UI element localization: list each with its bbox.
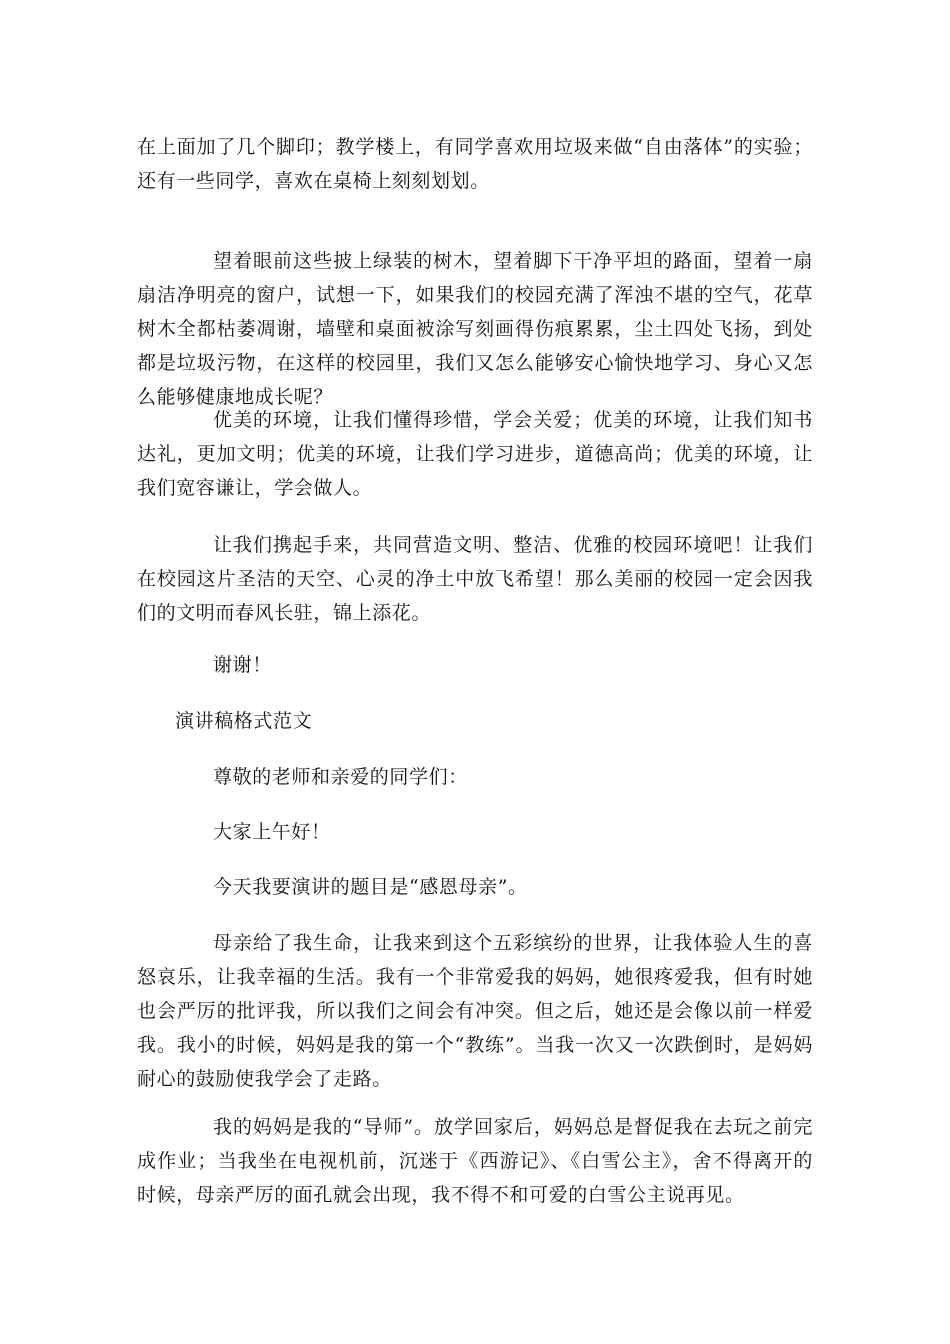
paragraph-call-to-action: 让我们携起手来，共同营造文明、整洁、优雅的校园环境吧！让我们在校园这片圣洁的天空、心灵的净土中放飞希望！那么美丽的校园一定会因我们的文明而春风长驻，锦上添花。 [137,534,813,624]
paragraph-thanks: 谢谢！ [213,654,272,676]
paragraph-greeting: 大家上午好！ [213,821,331,843]
paragraph-campus-imagine: 望着眼前这些披上绿装的树木，望着脚下干净平坦的路面，望着一扇扇洁净明亮的窗户，试想一下，如果我们的校园充满了浑浊不堪的空气，花草树木全都枯萎凋谢，墙壁和桌面被涂写刻画得伤痕累累，尘土四处飞扬，到处都是垃圾污物，在这样的校园里，我们又怎么能够安心愉快地学习、身心又怎么能够健康地成长呢？ [137,250,813,408]
paragraph-mother-life: 母亲给了我生命，让我来到这个五彩缤纷的世界，让我体验人生的喜怒哀乐，让我幸福的生活。我有一个非常爱我的妈妈，她很疼爱我，但有时她也会严厉的批评我，所以我们之间会有冲突。但之后，她还是会像以前一样爱我。我小的时候，妈妈是我的第一个“教练”。当我一次又一次跌倒时，是妈妈耐心的鼓励使我学会了走路。 [137,932,813,1090]
paragraph-environment: 优美的环境，让我们懂得珍惜，学会关爱；优美的环境，让我们知书达礼，更加文明；优美的环境，让我们学习进步，道德高尚；优美的环境，让我们宽容谦让，学会做人。 [137,409,813,499]
section-heading: 演讲稿格式范文 [175,710,313,732]
paragraph-mother-mentor: 我的妈妈是我的“导师”。放学回家后，妈妈总是督促我在去玩之前完成作业；当我坐在电视机前，沉迷于《西游记》、《白雪公主》，舍不得离开的时候，母亲严厉的面孔就会出现，我不得不和可爱的白雪公主说再见。 [137,1116,813,1206]
paragraph-continuation: 在上面加了几个脚印；教学楼上，有同学喜欢用垃圾来做“自由落体”的实验；还有一些同学，喜欢在桌椅上刻刻划划。 [137,136,813,192]
paragraph-salutation: 尊敬的老师和亲爱的同学们： [213,766,468,788]
paragraph-topic: 今天我要演讲的题目是“感恩母亲”。 [213,876,528,898]
